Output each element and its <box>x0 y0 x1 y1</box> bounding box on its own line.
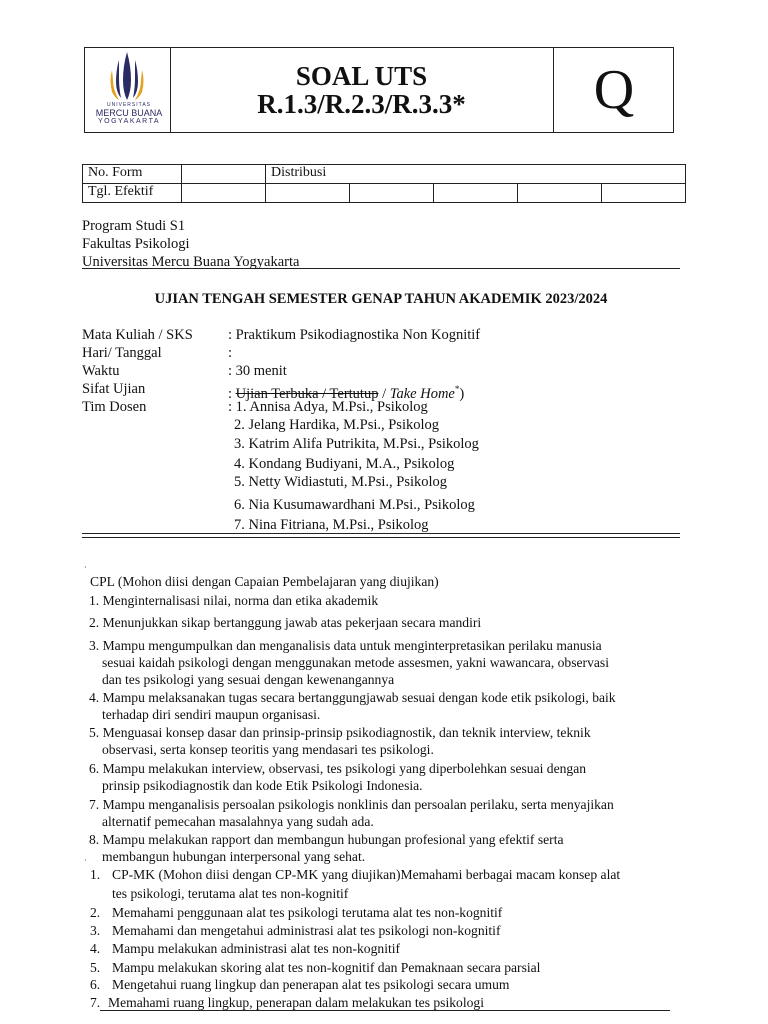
form-table <box>82 164 686 203</box>
sifat-end: ) <box>459 385 465 402</box>
form-row-2 <box>83 184 686 203</box>
cpmk-text: CP-MK (Mohon diisi dengan CP-MK yang diujikan)Memahami berbagai macam konsep alat <box>112 867 621 882</box>
waktu-value: : 30 menit <box>228 363 287 379</box>
cpl-line: 1. Menginternalisasi nilai, norma dan etika akademik <box>89 593 379 608</box>
info-double-rule-bottom <box>82 537 680 538</box>
mata-kuliah-label: Mata Kuliah / SKS <box>82 327 193 343</box>
dosen-item: 2. Jelang Hardika, M.Psi., Psikolog <box>234 417 440 433</box>
cpmk-num: 5. <box>90 960 101 975</box>
cpmk-text: Mampu melakukan administrasi alat tes non-kognitif <box>112 941 401 956</box>
cpl-line: 4. Mampu melaksanakan tugas secara bertanggungjawab sesuai dengan kode etik psikologi, baik <box>89 690 616 705</box>
sifat-separator: / <box>378 385 390 402</box>
document-header <box>84 47 674 133</box>
dosen-item: 7. Nina Fitriana, M.Psi., Psikolog <box>234 517 429 533</box>
dosen-item: 5. Netty Widiastuti, M.Psi., Psikolog <box>234 474 448 490</box>
sifat-struck-option: Ujian Terbuka / Tertutup <box>235 385 379 402</box>
form-row-1 <box>83 165 686 184</box>
no-form-label: No. Form <box>83 165 182 184</box>
no-form-value <box>182 165 266 184</box>
cpmk-num: 1. <box>90 867 101 882</box>
bullet-dot: · <box>84 856 87 865</box>
cpmk-underline <box>100 1010 670 1011</box>
sifat-footnote-mark: * <box>454 384 460 394</box>
institution-underline <box>82 268 680 269</box>
distribusi-cell <box>350 184 434 203</box>
cpl-line: 8. Mampu melakukan rapport dan membangun hubungan profesional yang efektif serta <box>89 832 564 847</box>
mata-kuliah-value: : Praktikum Psikodiagnostika Non Kognitif <box>228 327 481 343</box>
sifat-take-home: Take Home <box>389 385 455 402</box>
cpmk-num: 7. <box>90 995 101 1010</box>
sifat-label: Sifat Ujian <box>82 381 146 397</box>
cpl-line: 6. Mampu melakukan interview, observasi, tes psikologi yang diperbolehkan sesuai dengan <box>89 761 587 776</box>
letter-cell <box>553 48 674 132</box>
dosen-item: : 1. Annisa Adya, M.Psi., Psikolog <box>228 399 428 415</box>
logo-cell <box>85 48 171 132</box>
universitas: Universitas Mercu Buana Yogyakarta <box>82 254 300 270</box>
document-title <box>170 62 553 118</box>
cpl-line: dan tes psikologi yang sesuai dengan kewenangannya <box>102 672 395 687</box>
cpmk-text: Memahami ruang lingkup, penerapan dalam melakukan tes psikologi <box>108 995 484 1010</box>
program-studi: Program Studi S1 <box>82 218 186 234</box>
cpl-line: 5. Menguasai konsep dasar dan prinsip-prinsip psikodiagnostik, dan teknik interview, teknik <box>89 725 591 740</box>
logo-city-text: YOGYAKARTA <box>97 118 161 125</box>
cpl-heading: CPL (Mohon diisi dengan Capaian Pembelajaran yang diujikan) <box>90 574 439 589</box>
cpmk-text: Mengetahui ruang lingkup dan penerapan alat tes psikologi secara umum <box>112 977 510 992</box>
cpl-line: alternatif pemecahan masalahnya yang sudah ada. <box>102 814 374 829</box>
cpl-line: membangun hubungan interpersonal yang sehat. <box>102 849 366 864</box>
version-letter: Q <box>593 59 635 121</box>
cpmk-num: 2. <box>90 905 101 920</box>
logo-top-text: UNIVERSITAS <box>107 102 151 108</box>
bullet-dot: · <box>84 563 87 572</box>
waktu-label: Waktu <box>82 363 120 379</box>
cpl-line: prinsip psikodiagnostik dan kode Etik Psikologi Indonesia. <box>102 778 423 793</box>
exam-title: UJIAN TENGAH SEMESTER GENAP TAHUN AKADEMIK 2023/2024 <box>154 291 608 307</box>
dosen-item: 6. Nia Kusumawardhani M.Psi., Psikolog <box>234 497 475 513</box>
cpmk-text: Memahami penggunaan alat tes psikologi terutama alat tes non-kognitif <box>112 905 503 920</box>
dosen-item: 3. Katrim Alifa Putrikita, M.Psi., Psikolog <box>234 436 479 452</box>
cpl-line: observasi, serta konsep teoritis yang mendasari tes psikologi. <box>102 742 434 757</box>
cpmk-text: Mampu melakukan skoring alat tes non-kognitif dan Pemaknaan secara parsial <box>112 960 541 975</box>
cpl-line: 3. Mampu mengumpulkan dan menganalisis data untuk menginterpretasikan perilaku manusia <box>89 638 602 653</box>
tim-dosen-label: Tim Dosen <box>82 399 147 415</box>
dosen-item: 4. Kondang Budiyani, M.A., Psikolog <box>234 456 455 472</box>
logo-name-text: MERCU BUANA <box>95 108 163 118</box>
distribusi-cell <box>602 184 686 203</box>
cpmk-num: 3. <box>90 923 101 938</box>
distribusi-cell <box>518 184 602 203</box>
tgl-efektif-label: Tgl. Efektif <box>83 184 182 203</box>
cpl-line: 7. Mampu menganalisis persoalan psikologis nonklinis dan persoalan perilaku, serta menyajikan <box>89 797 614 812</box>
cpmk-text: tes psikologi, terutama alat tes non-kognitif <box>112 886 349 901</box>
cpl-line: sesuai kaidah psikologi dengan menggunakan metode assesmen, yakni wawancara, observasi <box>102 655 609 670</box>
hari-value: : <box>228 345 233 361</box>
fakultas: Fakultas Psikologi <box>82 236 190 252</box>
cpl-line: terhadap diri sendiri maupun organisasi. <box>102 707 321 722</box>
hari-label: Hari/ Tanggal <box>82 345 162 361</box>
sifat-prefix: : <box>228 385 236 402</box>
distribusi-label: Distribusi <box>266 165 686 184</box>
title-line-2: R.1.3/R.2.3/R.3.3* <box>257 89 466 119</box>
cpmk-text: Memahami dan mengetahui administrasi alat tes psikologi non-kognitif <box>112 923 501 938</box>
distribusi-cell <box>434 184 518 203</box>
tgl-efektif-value <box>182 184 266 203</box>
cpmk-num: 4. <box>90 941 101 956</box>
distribusi-cell <box>266 184 350 203</box>
cpl-line: 2. Menunjukkan sikap bertanggung jawab atas pekerjaan secara mandiri <box>89 615 482 630</box>
info-double-rule-top <box>82 533 680 534</box>
title-line-1: SOAL UTS <box>295 61 428 91</box>
cpmk-num: 6. <box>90 977 101 992</box>
